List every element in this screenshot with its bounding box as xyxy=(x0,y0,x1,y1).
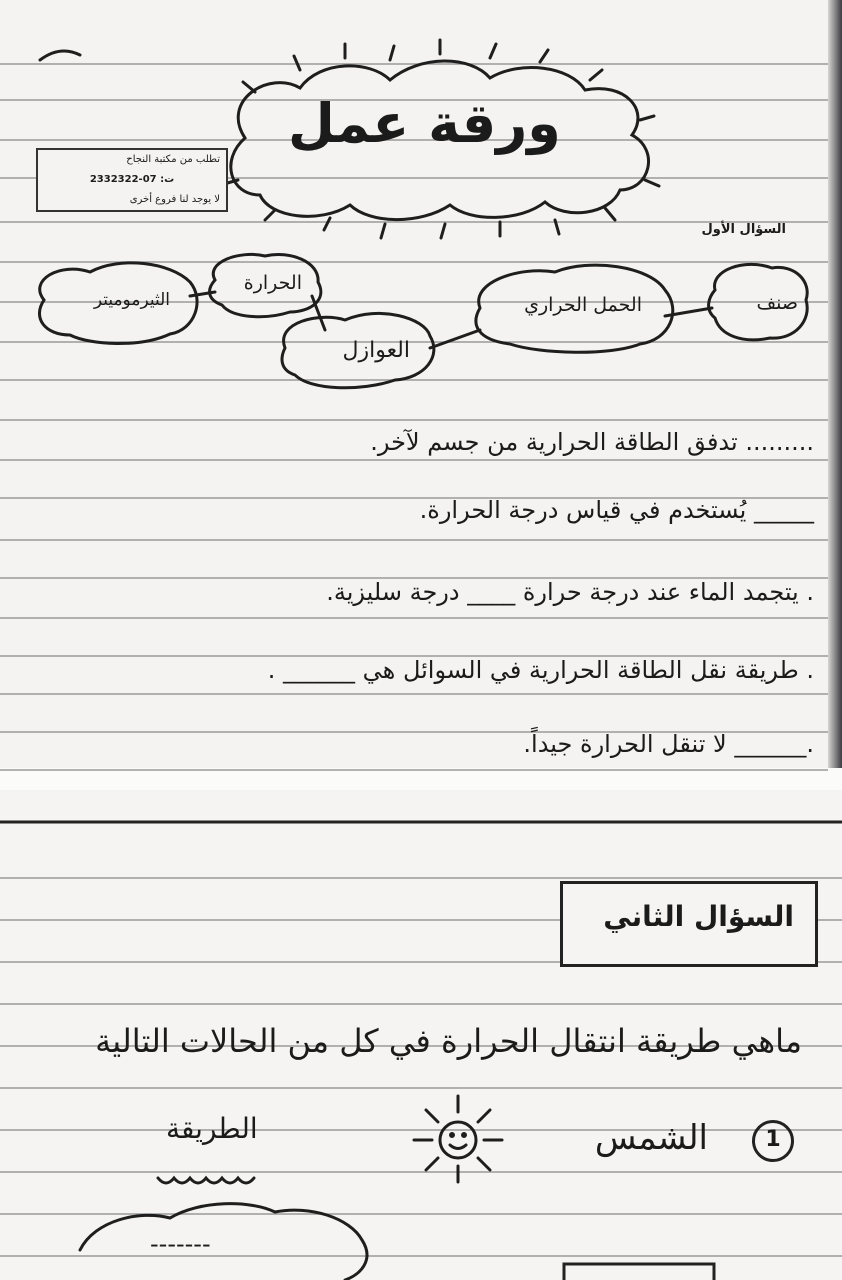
worksheet-title: ورقة عمل xyxy=(288,92,561,155)
publisher-stamp xyxy=(36,148,228,212)
question-2-label: السؤال الثاني xyxy=(603,900,794,933)
stamp-line-2: ت: 07-2332322 xyxy=(89,174,175,185)
mind-map-node-heat: الحرارة xyxy=(243,272,302,294)
sun-icon xyxy=(414,1096,502,1182)
method-label: الطريقة xyxy=(166,1112,258,1145)
fill-line-3: . يتجمد الماء عند درجة حرارة ____ درجة سليزية. xyxy=(326,578,814,606)
fill-line-4: . طريقة نقل الطاقة الحرارية في السوائل هي ______ . xyxy=(267,656,814,684)
mind-map-node-insulators: العوازل xyxy=(342,338,410,363)
mind-map-node-thermometer: الثيرموميتر xyxy=(93,290,170,310)
mind-map-node-convection: الحمل الحراري xyxy=(524,294,642,316)
stamp-line-3: لا يوجد لنا فروع أخرى xyxy=(129,194,220,205)
fill-line-1: ......... تدفق الطاقة الحرارية من جسم لآخر. xyxy=(370,428,814,456)
mind-map-node-classify: صنف xyxy=(756,292,798,314)
fill-line-2: _____ يُستخدم في قياس درجة الحرارة. xyxy=(419,496,814,524)
answer-blank: ------- xyxy=(150,1230,211,1258)
item-number-badge: 1 xyxy=(752,1120,794,1162)
stamp-line-1: تطلب من مكتبة النجاح xyxy=(126,154,220,165)
question-2-prompt: ماهي طريقة انتقال الحرارة في كل من الحالات التالية xyxy=(95,1022,802,1060)
fill-line-5: .______ لا تنقل الحرارة جيداً. xyxy=(523,730,814,758)
question-1-label: السؤال الأول xyxy=(701,222,786,237)
item-sun-label: الشمس xyxy=(594,1118,708,1158)
